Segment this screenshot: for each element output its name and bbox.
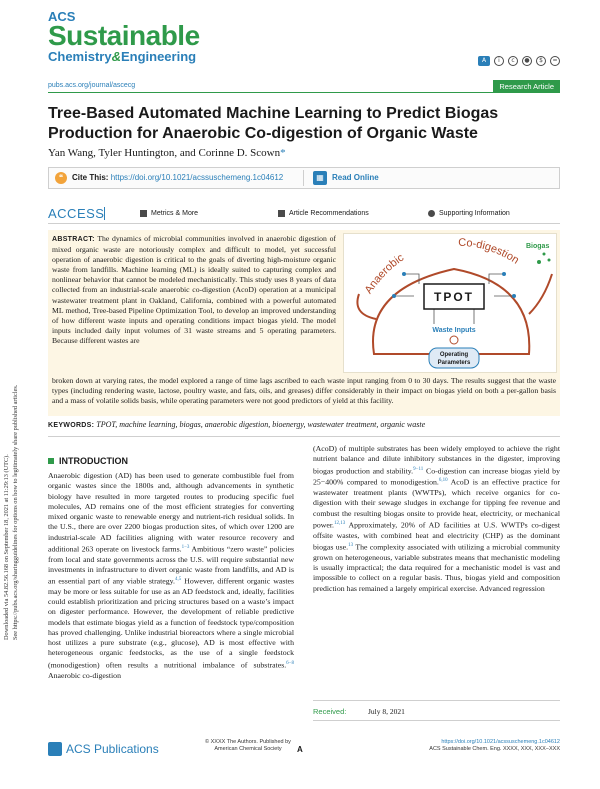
citation-link[interactable]: 4,5 bbox=[175, 577, 182, 583]
nc-icon[interactable]: $ bbox=[536, 56, 546, 66]
metrics-icon bbox=[140, 210, 147, 217]
header-divider bbox=[48, 92, 560, 93]
intro-left-column: Anaerobic digestion (AD) has been used to generate combustible fuel from organic wastes since the 1800s and, although advancements in synthetic biology have resulted in more targeted routes to producing specific fuel molecules, AD remains one of the most efficient strategies for converting mixed organic waste to renewable energy and nutrient-rich residual solids. In the U.S., there are over 2200 biogas production sites, of which over 1200 are industrial-scale AD facilities aligning with water resource recovery and additional 263 operate on livestock farms.$^{1-3}$ Ambitious “zero waste” policies from local and state governments across the U.S. will require substantial new investments in infrastructure to divert organic waste from landfills, and AD is an essential part of any viable strategy.$^{4,5}$ However, different organic wastes may be more or less suitable for use as an AD feedstock and, ideally, facilities could establish prioritization and pricing structures based on a waste’s impact on digester performance. However, the development of reliable predictive models that estimate biogas yield as a function of feedstock type/composition has proved challenging. Unlike industrial bioreactors where a single microbial host utilizes a pure substrate (e.g., glucose), AD is most effective with heterogeneous organic feedstocks, as the use of a single feedstock (monodigestion) often results a nutritional imbalance of substrates.$^{6-8}$ Anaerobic co-digestion bbox=[48, 471, 295, 680]
toc-teapot-figure bbox=[344, 234, 556, 372]
page-number: A bbox=[297, 745, 303, 754]
cc-icon[interactable]: c bbox=[508, 56, 518, 66]
toc-biogas-label: Biogas bbox=[526, 243, 550, 250]
journal-acs: ACS bbox=[48, 9, 76, 24]
recommendations-link[interactable]: Article Recommendations bbox=[278, 210, 369, 217]
orcid-icon[interactable]: i bbox=[494, 56, 504, 66]
waste-inputs-label: Waste Inputs bbox=[432, 327, 476, 334]
acs-badge-icon[interactable]: A bbox=[478, 56, 490, 66]
info-icon bbox=[428, 210, 435, 217]
read-online-icon[interactable]: ▦ bbox=[313, 171, 327, 185]
citation-link[interactable]: 9−11 bbox=[413, 466, 424, 472]
tpot-label: TPOT bbox=[434, 290, 474, 304]
teapot-body bbox=[373, 269, 529, 354]
node-dot bbox=[512, 294, 516, 298]
article-type-badge: Research Article bbox=[493, 80, 560, 93]
by-icon[interactable]: ● bbox=[522, 56, 532, 66]
footer-citation bbox=[390, 739, 560, 753]
teapot-spout bbox=[529, 274, 552, 314]
license-icons bbox=[478, 56, 560, 66]
acs-publications-logo[interactable]: ACS Publications bbox=[48, 742, 159, 756]
operating-label: Operating bbox=[439, 352, 469, 358]
parameters-label: Parameters bbox=[437, 360, 471, 366]
toc-arc-left: Anaerobic bbox=[362, 251, 407, 297]
access-divider bbox=[104, 207, 105, 220]
received-divider-bottom bbox=[313, 720, 560, 721]
toc-arc-right: Co-digestion bbox=[458, 236, 522, 267]
bubble-icon bbox=[543, 253, 546, 256]
copyright-notice: © XXXX The Authors. Published by American Chemical Society bbox=[205, 739, 291, 752]
journal-name: Sustainable bbox=[48, 20, 200, 51]
journal-subtitle: Chemistry&Engineering bbox=[48, 49, 197, 64]
received-date: July 8, 2021 bbox=[368, 707, 405, 716]
citation-link[interactable]: 6,10 bbox=[438, 478, 448, 484]
cite-text: Cite This: https://doi.org/10.1021/acssuschemeng.1c04612 bbox=[72, 173, 284, 182]
document-icon bbox=[278, 210, 285, 217]
citation-link[interactable]: 13 bbox=[348, 543, 354, 549]
section-marker-icon bbox=[48, 458, 54, 464]
sharing-guidelines-link[interactable]: See https://pubs.acs.org/sharingguidelines for options on how to legitimately share published articles. bbox=[11, 384, 19, 640]
node-dot bbox=[502, 272, 506, 276]
bubble-icon bbox=[537, 260, 541, 264]
abstract-text: ABSTRACT: The dynamics of microbial communities involved in anaerobic digestion of mixed organic waste are notoriously complex and difficult to model, yet successful operation of anaerobic digestion is critical to the goals of diverting high-moisture organic waste from landfills. Machine learning (ML) is ideally suited to capturing complex and nonlinear behavior that cannot be modeled mechanistically. This study uses 8 years of data collected from an industrial-scale anaerobic co-digestion (AcoD) operation at a municipal wastewater treatment plant in Oakland, California, combined with a powerful automated ML method, Tree-based Pipeline Optimization Tool, to develop an improved understanding of how different waste inputs and operating conditions impact biogas yield. The model inputs included daily input volumes of 31 waste streams and 5 operating parameters. Because different wastes are bbox=[52, 234, 336, 345]
article-title: Tree-Based Automated Machine Learning to Predict Biogas Production for Anaerobic Co-digestion of Organic Waste bbox=[48, 105, 499, 142]
abstract-text-continued: broken down at varying rates, the model explored a range of time lags ascribed to each waste input ranging from 0 to 30 days. The results suggest that the waste types (including rendering waste, lactose, poultry waste, and fats, oils, and greases) differ considerably in their impact on biogas yield on both a per-gallon basis and a mass of volatile solids basis, while operating parameters were not good predictors of yield at this facility. bbox=[52, 376, 556, 406]
author-list: Yan Wang, Tyler Huntington, and Corinne D. Scown* bbox=[48, 147, 286, 159]
nd-icon[interactable]: = bbox=[550, 56, 560, 66]
cite-divider bbox=[303, 170, 304, 186]
toc-graphic bbox=[343, 233, 557, 373]
access-label: ACCESS bbox=[48, 206, 105, 221]
bubble-icon bbox=[548, 259, 551, 262]
footer-journal-ref: ACS Sustainable Chem. Eng. XXXX, XXX, XXX−XXX bbox=[429, 746, 560, 752]
read-online-link[interactable]: Read Online bbox=[332, 173, 379, 182]
citation-link[interactable]: 12,13 bbox=[334, 520, 346, 526]
keywords-divider bbox=[48, 436, 560, 437]
node-dot bbox=[402, 272, 406, 276]
received-divider bbox=[313, 700, 560, 701]
metrics-link[interactable]: Metrics & More bbox=[140, 210, 198, 217]
journal-logo bbox=[48, 10, 228, 64]
received-label: Received: bbox=[313, 707, 347, 716]
intro-right-column: (AcoD) of multiple substrates has been widely employed to achieve the right nutrient balance and dilute inhibitory substances in the digester, improving biogas production and stability.$^{9-11}$ Co-digestion can increase biogas yield by 25−400% compared to monodigestion.$^{6,10}$ AcoD is an effective practice for wastewater treatment plants (WWTPs), which receive organics for co-digestion with their sewage sludges in exchange for tipping fee revenue and combust the resulting biogas onsite to provide heat, electricity, or mechanical power.$^{12,13}$ Approximately, 20% of AD facilities at U.S. WWTPs co-digest offsite wastes, with combined heat and electricity (CHP) as the dominant biogas use.$^{13}$ The complexity associated with utilizing a microbial community grown on heterogeneous, variable substrates means that mechanistic modeling is usually impractical; the data required for a mechanistic model is vast and impossible to collect on a regular basis. Thus, biogas yield and composition prediction has remained a largely empirical exercise. Advanced regression bbox=[313, 444, 560, 593]
footer-doi-link[interactable]: https://doi.org/10.1021/acssuschemeng.1c04612 bbox=[441, 739, 560, 745]
download-side-note: Downloaded via 54.82.56.168 on September 18, 2021 at 11:29:13 (UTC). See https://pubs.acs.org/sharingguidelines for options on how to legitimately share published articles. bbox=[3, 210, 27, 640]
cite-icon: ❝ bbox=[55, 172, 67, 184]
citation-link[interactable]: 6−8 bbox=[286, 660, 294, 666]
journal-url-link[interactable]: pubs.acs.org/journal/ascecg bbox=[48, 82, 136, 89]
acs-logo-icon bbox=[48, 742, 62, 756]
node-dot bbox=[392, 294, 396, 298]
corresponding-author-mark[interactable]: * bbox=[280, 147, 286, 159]
supporting-info-link[interactable]: Supporting Information bbox=[428, 210, 510, 217]
introduction-heading: INTRODUCTION bbox=[48, 456, 128, 466]
teapot-handle bbox=[357, 294, 376, 319]
citation-link[interactable]: 1−3 bbox=[181, 544, 190, 550]
keywords: KEYWORDS: TPOT, machine learning, biogas, anaerobic digestion, bioenergy, wastewater treatment, organic waste bbox=[48, 420, 426, 429]
doi-link[interactable]: https://doi.org/10.1021/acssuschemeng.1c04612 bbox=[110, 173, 284, 182]
